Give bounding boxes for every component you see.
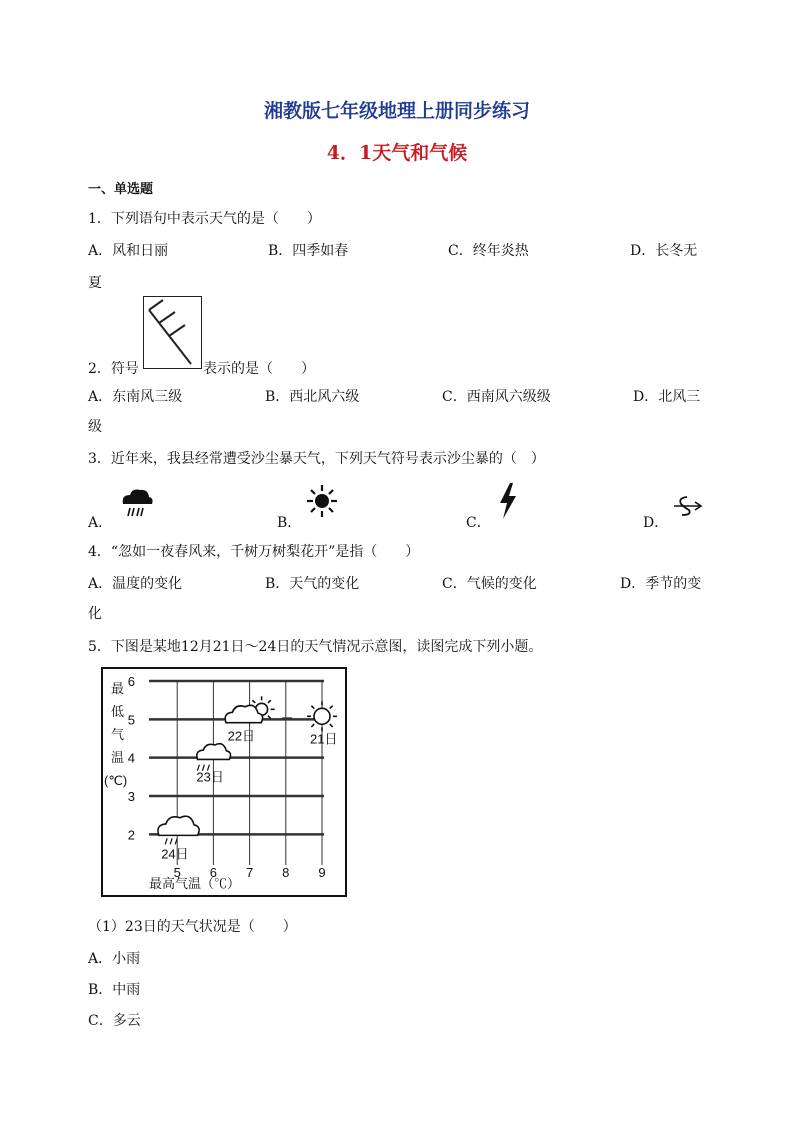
q1-option-c: C．终年炎热 bbox=[448, 243, 529, 259]
question-2-stem-after: 表示的是（ ） bbox=[203, 361, 315, 377]
q3-option-a: A． bbox=[88, 515, 113, 531]
q1-option-b: B．四季如春 bbox=[268, 243, 349, 259]
question-1-stem: 1．下列语句中表示天气的是（ ） bbox=[88, 211, 321, 227]
sub1-option-a: A．小雨 bbox=[88, 951, 141, 967]
q2-option-d: D．北风三 bbox=[633, 389, 701, 405]
y-axis-label-char: 温 bbox=[111, 750, 125, 765]
question-4-stem: 4．“忽如一夜春风来，千树万树梨花开”是指（ ） bbox=[88, 544, 420, 560]
y-tick-label: 2 bbox=[127, 827, 135, 843]
x-tick-label: 8 bbox=[282, 865, 290, 880]
y-tick-label: 6 bbox=[127, 674, 135, 689]
page-title: 湘教版七年级地理上册同步练习 bbox=[263, 100, 530, 122]
q3-option-b: B． bbox=[277, 515, 302, 531]
q1-option-d-wrap: 夏 bbox=[88, 275, 102, 291]
point-label: 24日 bbox=[161, 846, 189, 862]
q4-option-c: C．气候的变化 bbox=[442, 576, 537, 592]
section-label: 一、单选题 bbox=[88, 182, 154, 197]
sub1-option-b: B．中雨 bbox=[88, 982, 141, 998]
q1-option-a: A．风和日丽 bbox=[88, 243, 169, 259]
q2-option-a: A．东南风三级 bbox=[88, 389, 183, 405]
q4-option-d-wrap: 化 bbox=[88, 606, 102, 622]
point-label: 22日 bbox=[227, 728, 256, 744]
y-axis-label-char: 低 bbox=[111, 704, 125, 719]
y-tick-label: 3 bbox=[127, 789, 135, 804]
x-tick-label: 9 bbox=[318, 865, 326, 880]
rain-cloud-icon bbox=[118, 486, 156, 520]
q3-option-c: C． bbox=[466, 515, 491, 531]
wind-symbol-icon bbox=[143, 296, 203, 370]
sub-question-1-stem: （1）23日的天气状况是（ ） bbox=[88, 919, 297, 935]
sandstorm-icon bbox=[672, 494, 704, 518]
x-tick-label: 7 bbox=[245, 865, 254, 880]
y-axis-label-char: 气 bbox=[111, 727, 125, 742]
question-3-stem: 3．近年来，我县经常遭受沙尘暴天气，下列天气符号表示沙尘暴的（ ） bbox=[88, 451, 545, 467]
question-5-stem: 5．下图是某地12月21日～24日的天气情况示意图，读图完成下列小题。 bbox=[88, 639, 543, 655]
question-2-stem-before: 2．符号 bbox=[88, 361, 139, 377]
y-axis-label-char: 最 bbox=[111, 681, 125, 696]
sub1-option-c: C．多云 bbox=[88, 1013, 141, 1029]
q4-option-d: D．季节的变 bbox=[620, 576, 702, 592]
q2-option-d-wrap: 级 bbox=[88, 419, 102, 435]
weather-chart bbox=[101, 667, 347, 897]
point-label: 21日 bbox=[310, 731, 338, 747]
q4-option-a: A．温度的变化 bbox=[88, 576, 183, 592]
q1-option-d: D．长冬无 bbox=[630, 243, 698, 259]
lightning-icon bbox=[497, 482, 519, 520]
point-label: 23日 bbox=[196, 769, 224, 785]
y-axis-label-char: (℃) bbox=[104, 773, 128, 788]
q4-option-b: B．天气的变化 bbox=[265, 576, 360, 592]
y-tick-label: 5 bbox=[127, 712, 135, 728]
q3-option-d: D． bbox=[643, 515, 669, 531]
q2-option-c: C．西南风六级级 bbox=[442, 389, 551, 405]
y-tick-label: 4 bbox=[127, 750, 135, 766]
x-tick-label: 6 bbox=[209, 865, 218, 880]
q2-option-b: B．西北风六级 bbox=[265, 389, 360, 405]
sun-icon bbox=[306, 483, 338, 519]
page-subtitle: 4．1天气和气候 bbox=[326, 142, 468, 164]
x-tick-label: 5 bbox=[173, 865, 181, 880]
chart-x-axis-label: 最高气温（℃） bbox=[149, 876, 241, 891]
